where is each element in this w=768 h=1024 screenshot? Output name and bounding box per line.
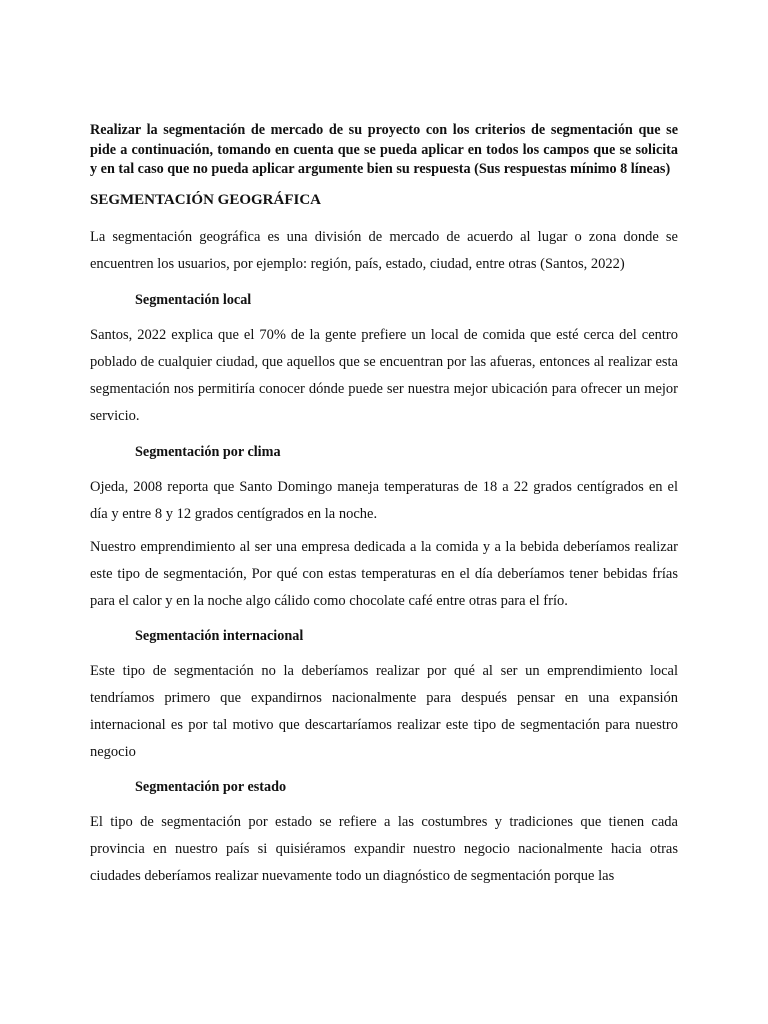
assignment-instructions: Realizar la segmentación de mercado de su proyecto con los criterios de segmentación que se pide a continuación, tomando en cuenta que se pueda aplicar en todos los campos que se solicita y en tal caso que no pueda aplicar argumente bien su respuesta (Sus respuestas mínimo 8 líneas) (90, 122, 678, 177)
subheading-estado: Segmentación por estado (135, 778, 287, 795)
paragraph-clima-2: Nuestro emprendimiento al ser una empresa dedicada a la comida y a la bebida deberíamos realizar este tipo de segmentación, Por qué con estas temperaturas en el día deberíamos tener bebidas frías para el calor y en la noche algo cálido como chocolate café entre otras para el frío. (90, 538, 678, 609)
paragraph-internacional: Este tipo de segmentación no la deberíamos realizar por qué al ser un emprendimiento local tendríamos primero que expandirnos nacionalmente para después pensar en una expansión internacional es por tal motivo que descartaríamos realizar este tipo de segmentación para nuestro negocio (90, 662, 678, 760)
section-intro-paragraph: La segmentación geográfica es una división de mercado de acuerdo al lugar o zona donde se encuentren los usuarios, por ejemplo: región, país, estado, ciudad, entre otras (Santos, 2022) (90, 228, 678, 272)
section-title: SEGMENTACIÓN GEOGRÁFICA (90, 191, 321, 208)
subheading-local: Segmentación local (135, 291, 252, 308)
subheading-clima: Segmentación por clima (135, 443, 281, 460)
paragraph-local: Santos, 2022 explica que el 70% de la gente prefiere un local de comida que esté cerca del centro poblado de cualquier ciudad, que aquellos que se encuentran por las afueras, entonces al realizar esta segmentación nos permitiría conocer dónde puede ser nuestra mejor ubicación para ofrecer un mejor servicio. (90, 326, 678, 424)
paragraph-clima-1: Ojeda, 2008 reporta que Santo Domingo maneja temperaturas de 18 a 22 grados centígrados en el día y entre 8 y 12 grados centígrados en la noche. (90, 478, 678, 522)
paragraph-estado: El tipo de segmentación por estado se refiere a las costumbres y tradiciones que tienen cada provincia en nuestro país si quisiéramos expandir nuestro negocio nacionalmente hacia otras ciudades deberíamos realizar nuevamente todo un diagnóstico de segmentación porque las (90, 813, 678, 884)
document-page (90, 121, 678, 890)
subheading-internacional: Segmentación internacional (135, 627, 304, 644)
